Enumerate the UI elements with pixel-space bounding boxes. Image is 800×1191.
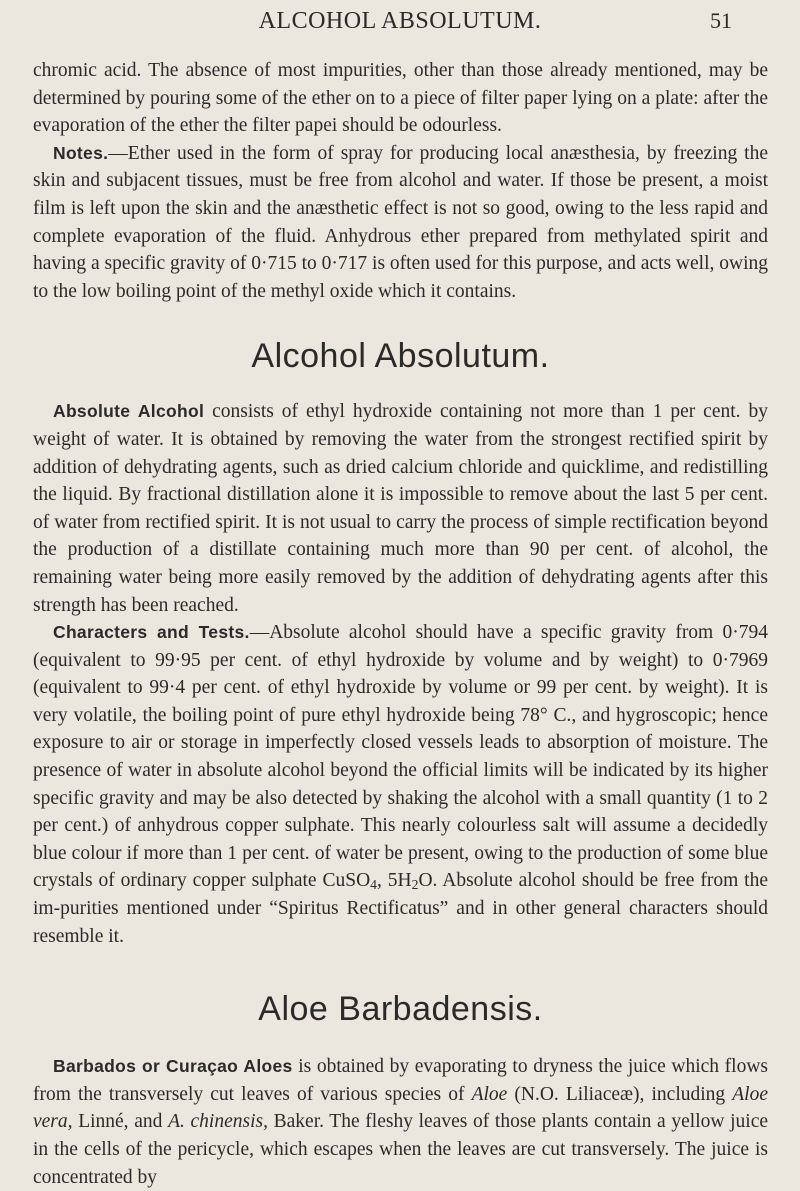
notes-paragraph bbox=[33, 140, 768, 306]
characters-paragraph bbox=[33, 619, 768, 950]
characters-lead: Characters and Tests. bbox=[53, 622, 250, 643]
definition-lead: Absolute Alcohol bbox=[53, 401, 205, 422]
aloe-text-3: Linné, and bbox=[72, 1111, 169, 1133]
formula-subscript-2: 2 bbox=[411, 877, 419, 893]
notes-text: —Ether used in the form of spray for producing local anæsthesia, by freezing the skin and subjacent tissues, must be free from alcohol and water. If those be present, a moist film is left upon the skin and the anæsthetic effect is not so good, owing to the less rapid and complete evaporation of the fluid. Anhydrous ether prepared from methylated spirit and having a specific gravity of 0·715 to 0·717 is often used for this purpose, and acts well, owing to the low boiling point of the methyl oxide which it contains. bbox=[33, 142, 768, 302]
page-number: 51 bbox=[710, 8, 732, 33]
definition-text: consists of ethyl hydroxide containing not more than 1 per cent. by weight of water. It is obtained by removing the water from the strongest rectified spirit by addition of dehydrating agents, such as dried calcium chloride and quicklime, and redistilling the liquid. By fractional distillation alone it is impossible to remove about the last 5 per cent. of water from rectified spirit. It is not usual to carry the process of simple rectification beyond the production of a distillate containing much more than 90 per cent. of alcohol, the remaining water being more easily removed by the addition of dehydrating agents after this strength has been reached. bbox=[33, 401, 768, 616]
aloe-italic-vera: Aloe vera, bbox=[33, 1083, 768, 1133]
running-head: ALCOHOL ABSOLUTUM. bbox=[258, 8, 542, 34]
aloe-italic-genus: Aloe bbox=[471, 1083, 508, 1105]
section-heading-alcohol: Alcohol Absolutum. bbox=[251, 337, 550, 376]
aloe-text-4: Baker. The fleshy leaves of those plants contain a yellow juice in the cells of the pericycle, which escapes when the leaves are cut transversely. The juice is concentrated by bbox=[33, 1111, 769, 1188]
characters-text-3: O. Absolute alcohol should be free from the im-purities mentioned under “Spiritus Rectificatus” and in other general characters should resemble it. bbox=[33, 870, 768, 947]
aloe-lead: Barbados or Curaçao Aloes bbox=[53, 1056, 293, 1077]
formula-subscript-1: 4 bbox=[370, 877, 377, 893]
section-heading-aloe: Aloe Barbadensis. bbox=[258, 990, 543, 1029]
aloe-paragraph bbox=[33, 1053, 768, 1191]
characters-text-2: , 5H bbox=[377, 870, 412, 892]
aloe-italic-chinensis: A. chinensis, bbox=[168, 1111, 268, 1133]
definition-paragraph bbox=[33, 398, 768, 619]
notes-lead: Notes. bbox=[53, 142, 109, 163]
aloe-text-2: (N.O. Liliaceæ), including bbox=[507, 1083, 733, 1105]
page-header bbox=[0, 8, 800, 40]
intro-paragraph: chromic acid. The absence of most impurities, other than those already mentioned, may be determined by pouring some of the ether on to a piece of filter paper lying on a plate: after the evaporation of the ether the filter papei should be odourless. bbox=[33, 60, 768, 137]
aloe-text-1: is obtained by evaporating to dryness the juice which flows from the transversely cut leaves of various species of bbox=[33, 1056, 768, 1105]
characters-text-1: —Absolute alcohol should have a specific gravity from 0·794 (equivalent to 99·95 per cent. of ethyl hydroxide by volume and by weight) to 0·7969 (equivalent to 99·4 per cent. of ethyl hydroxide by volume or 99 per cent. by weight). It is very volatile, the boiling point of pure ethyl hydroxide being 78° C., and hygroscopic; hence exposure to air or storage in imperfectly closed vessels leads to absorption of moisture. The presence of water in absolute alcohol beyond the official limits will be indicated by its higher specific gravity and may be also detected by shaking the alcohol with a small quantity (1 to 2 per cent.) of anhydrous copper sulphate. This nearly colourless salt will assume a decidedly blue colour if more than 1 per cent. of water be present, owing to the production of some blue crystals of ordinary copper sulphate CuSO bbox=[33, 622, 769, 892]
page-body bbox=[33, 57, 768, 1191]
